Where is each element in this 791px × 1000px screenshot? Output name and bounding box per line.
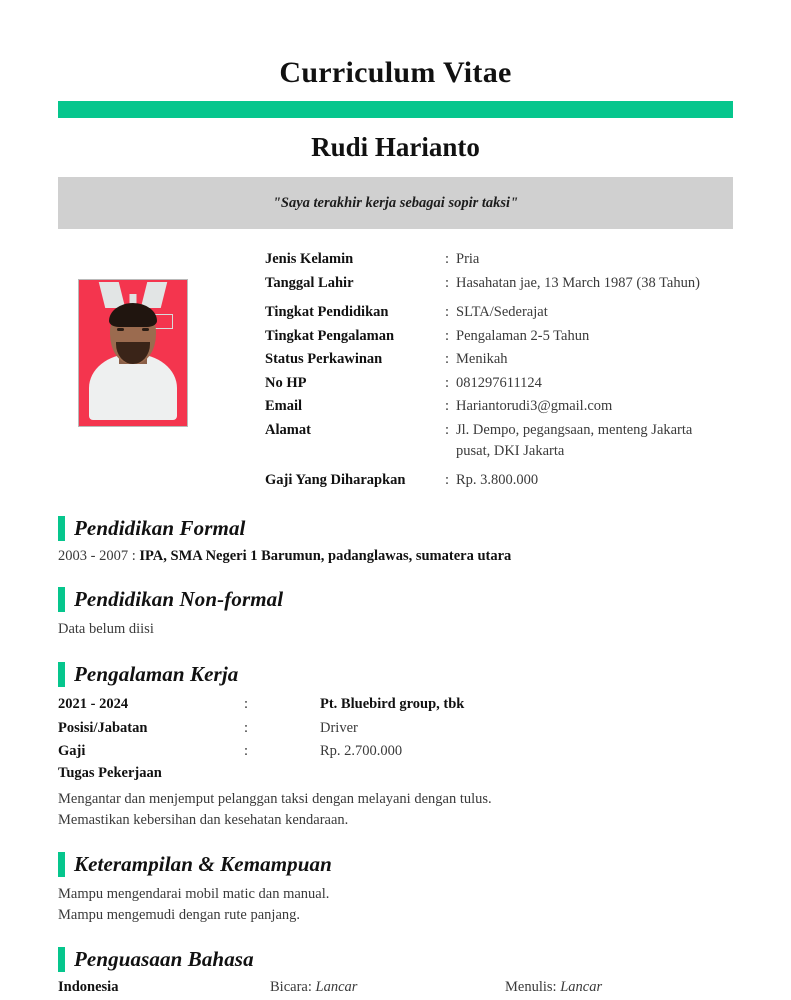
detail-row-email xyxy=(265,396,733,417)
detail-colon: : xyxy=(445,304,450,321)
detail-value: Hasahatan jae, 13 March 1987 (38 Tahun) xyxy=(456,274,700,291)
work-colon: : xyxy=(244,695,249,712)
section-title: Penguasaan Bahasa xyxy=(74,947,254,972)
work-colon: : xyxy=(244,743,249,760)
detail-label: Status Perkawinan xyxy=(265,351,383,368)
section-header xyxy=(58,852,733,877)
photo-eye-right xyxy=(142,328,149,331)
detail-colon: : xyxy=(445,274,450,291)
detail-value: 081297611124 xyxy=(456,374,542,391)
detail-colon: : xyxy=(445,398,450,415)
language-speak-level: Lancar xyxy=(315,979,358,996)
detail-row-gaji-diharapkan xyxy=(265,470,733,491)
section-pendidikan-nonformal xyxy=(0,587,791,640)
section-title: Keterampilan & Kemampuan xyxy=(74,852,332,877)
language-write-label: Menulis: xyxy=(505,979,557,996)
detail-value: Pengalaman 2-5 Tahun xyxy=(456,327,590,344)
section-header xyxy=(58,662,733,687)
section-title: Pendidikan Formal xyxy=(74,515,246,540)
section-accent-bar xyxy=(58,662,65,687)
education-description: IPA, SMA Negeri 1 Barumun, padanglawas, sumatera utara xyxy=(139,547,512,564)
work-value: Pt. Bluebird group, tbk xyxy=(320,695,465,712)
detail-row-jenis-kelamin xyxy=(265,249,733,270)
section-accent-bar xyxy=(58,516,65,541)
section-title: Pendidikan Non-formal xyxy=(74,586,284,611)
work-label: 2021 - 2024 xyxy=(58,695,129,712)
section-penguasaan-bahasa xyxy=(0,947,791,996)
detail-row-tanggal-lahir xyxy=(265,273,733,294)
detail-row-alamat xyxy=(265,420,733,461)
detail-colon: : xyxy=(445,422,450,439)
detail-label: No HP xyxy=(265,374,307,391)
language-speak-label: Bicara: xyxy=(270,979,312,996)
photo-collar-right xyxy=(140,282,166,308)
personal-details-list xyxy=(265,243,733,494)
detail-value: Hariantorudi3@gmail.com xyxy=(456,398,613,415)
work-duty-item: Mengantar dan menjemput pelanggan taksi dengan melayani dengan tulus. xyxy=(58,791,492,808)
detail-row-tingkat-pendidikan xyxy=(265,302,733,323)
formal-education-entry xyxy=(58,548,733,565)
applicant-photo xyxy=(78,279,188,427)
detail-colon: : xyxy=(445,374,450,391)
language-name: Indonesia xyxy=(58,979,119,996)
language-write-level: Lancar xyxy=(560,979,603,996)
nonformal-education-empty: Data belum diisi xyxy=(58,620,154,637)
applicant-quote: "Saya terakhir kerja sebagai sopir taksi" xyxy=(272,194,519,211)
section-accent-bar xyxy=(58,852,65,877)
skill-item: Mampu mengemudi dengan rute panjang. xyxy=(58,906,301,923)
section-header xyxy=(58,516,733,541)
detail-value: Menikah xyxy=(456,351,508,368)
work-row-salary xyxy=(58,741,733,763)
detail-colon: : xyxy=(445,251,450,267)
detail-label: Gaji Yang Diharapkan xyxy=(265,472,406,489)
section-pendidikan-formal xyxy=(0,516,791,565)
education-years: 2003 - 2007 xyxy=(58,547,129,564)
section-header xyxy=(58,587,733,612)
work-row-position xyxy=(58,718,733,740)
detail-label: Jenis Kelamin xyxy=(265,251,354,267)
photo-eye-left xyxy=(117,328,124,331)
skills-list xyxy=(58,884,733,925)
work-duty-item: Memastikan kebersihan dan kesehatan kendaraan. xyxy=(58,811,349,828)
section-title: Pengalaman Kerja xyxy=(74,661,239,686)
detail-value: Jl. Dempo, pegangsaan, menteng Jakarta pusat, DKI Jakarta xyxy=(456,422,693,459)
work-duties-title: Tugas Pekerjaan xyxy=(58,765,162,782)
detail-row-status-perkawinan xyxy=(265,349,733,370)
section-pengalaman-kerja xyxy=(0,662,791,830)
detail-colon: : xyxy=(445,327,450,344)
applicant-name: Rudi Harianto xyxy=(311,132,480,162)
accent-band-top xyxy=(58,101,733,118)
detail-value: Pria xyxy=(456,251,480,267)
detail-label: Alamat xyxy=(265,422,311,439)
identity-block xyxy=(0,243,791,494)
quote-band xyxy=(58,177,733,229)
section-accent-bar xyxy=(58,587,65,612)
detail-value: SLTA/Sederajat xyxy=(456,304,548,321)
detail-label: Email xyxy=(265,398,303,415)
detail-row-tingkat-pengalaman xyxy=(265,326,733,347)
detail-label: Tingkat Pendidikan xyxy=(265,304,389,321)
work-label: Gaji xyxy=(58,743,86,760)
photo-column xyxy=(0,243,265,494)
detail-value: Rp. 3.800.000 xyxy=(456,472,539,489)
work-label: Posisi/Jabatan xyxy=(58,719,148,736)
language-speak-cell xyxy=(270,979,505,996)
detail-label: Tingkat Pengalaman xyxy=(265,327,395,344)
detail-colon: : xyxy=(445,472,450,489)
work-duties-list xyxy=(58,789,733,830)
language-row xyxy=(58,979,733,996)
work-row-period-company xyxy=(58,694,733,716)
section-keterampilan xyxy=(0,852,791,925)
detail-colon: : xyxy=(445,351,450,368)
detail-row-no-hp xyxy=(265,373,733,394)
detail-label: Tanggal Lahir xyxy=(265,274,354,291)
work-value: Rp. 2.700.000 xyxy=(320,743,403,760)
education-separator: : xyxy=(131,547,136,564)
page-title: Curriculum Vitae xyxy=(279,56,512,89)
skill-item: Mampu mengendarai mobil matic dan manual. xyxy=(58,886,330,903)
language-write-cell xyxy=(505,979,740,996)
section-header xyxy=(58,947,733,972)
section-accent-bar xyxy=(58,947,65,972)
work-value: Driver xyxy=(320,719,358,736)
work-colon: : xyxy=(244,719,249,736)
